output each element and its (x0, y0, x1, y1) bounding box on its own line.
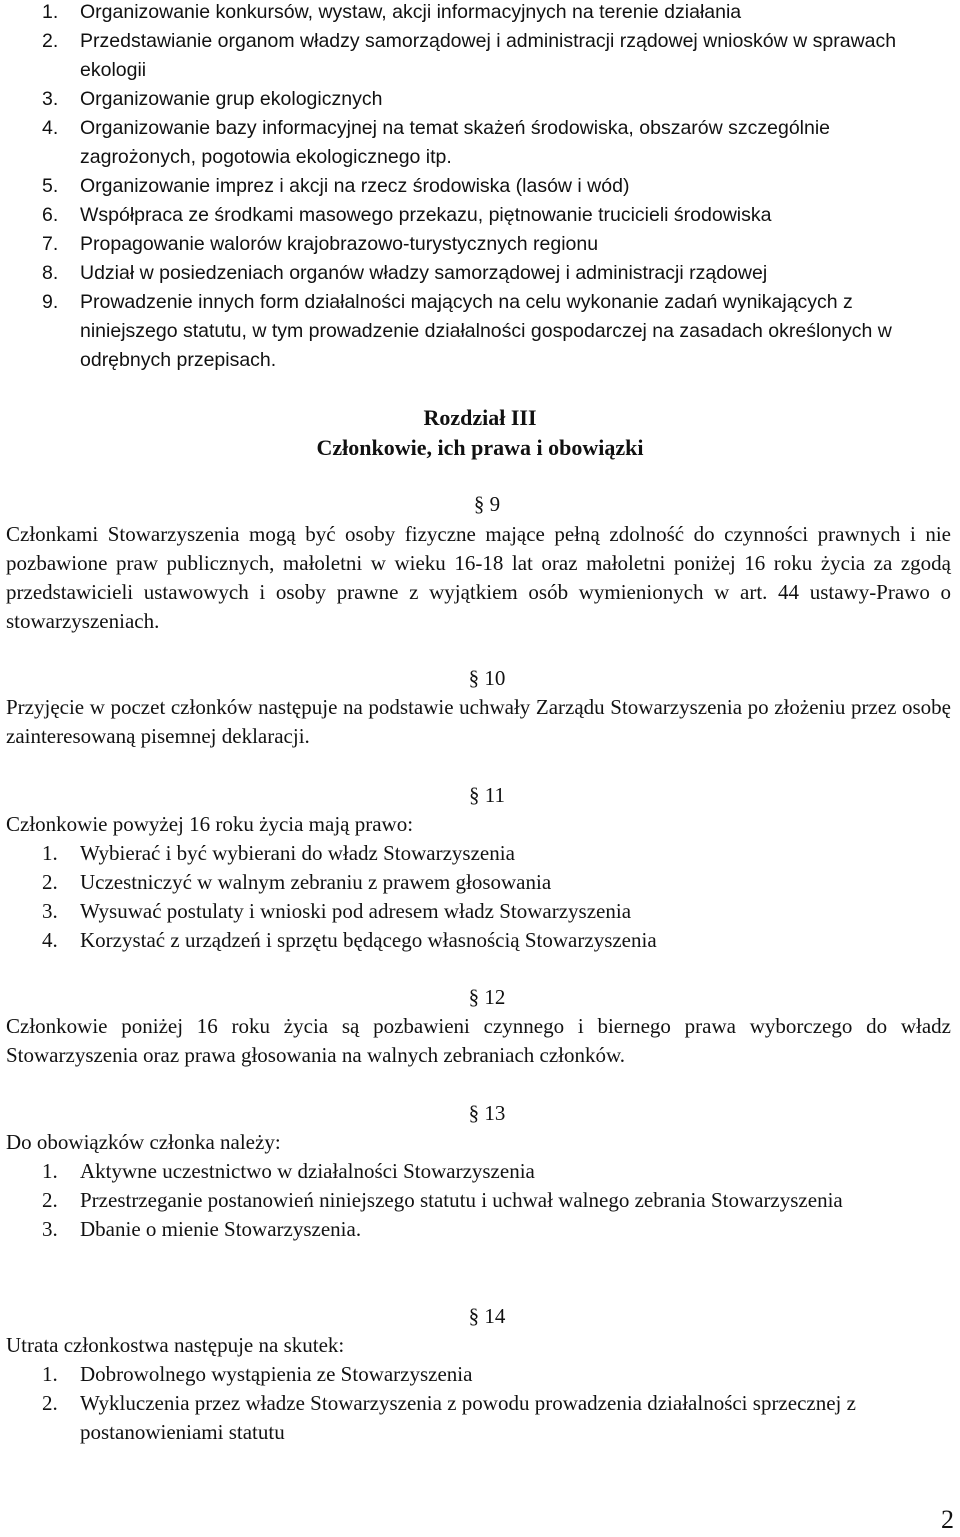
section-heading: § 11 (469, 783, 505, 807)
section-paragraph: Członkowie poniżej 16 roku życia są pozbawieni czynnego i biernego prawa wyborczego do władz Stowarzyszenia oraz prawa głosowania na walnych zebraniach członków. (6, 1014, 951, 1067)
section-heading: § 9 (473, 492, 501, 516)
section-intro: Do obowiązków członka należy: (6, 1130, 281, 1154)
chapter-subtitle: Członkowie, ich prawa i obowiązki (316, 435, 644, 460)
list-item: 1. Dobrowolnego wystąpienia ze Stowarzyszenia (42, 1362, 473, 1386)
duties-list (0, 1157, 955, 1244)
list-item: 2. Wykluczenia przez władze Stowarzyszenia z powodu prowadzenia działalności sprzecznej z postanowieniami statutu (42, 1391, 856, 1444)
chapter-title: Rozdział III (423, 405, 537, 430)
list-item: 1. Wybierać i być wybierani do władz Stowarzyszenia (42, 841, 515, 865)
list-item: 2. Przedstawianie organom władzy samorządowej i administracji rządowej wniosków w sprawach ekologii (42, 30, 897, 81)
section-paragraph: Przyjęcie w poczet członków następuje na podstawie uchwały Zarządu Stowarzyszenia po złożeniu przez osobę zainteresowaną pisemnej deklaracji. (6, 695, 951, 748)
section-heading: § 12 (468, 985, 506, 1009)
section-intro: Członkowie powyżej 16 roku życia mają prawo: (6, 812, 414, 836)
goals-list (0, 0, 955, 375)
list-item: 1. Organizowanie konkursów, wystaw, akcji informacyjnych na terenie działania (42, 1, 742, 23)
page-number: 2 (941, 1505, 954, 1534)
list-item: 2. Przestrzeganie postanowień niniejszego statutu i uchwał walnego zebrania Stowarzyszenia (42, 1188, 843, 1212)
list-item: 2. Uczestniczyć w walnym zebraniu z prawem głosowania (42, 870, 552, 894)
list-item: 6. Współpraca ze środkami masowego przekazu, piętnowanie trucicieli środowiska (42, 204, 772, 226)
section-heading: § 13 (468, 1101, 506, 1125)
list-item: 9. Prowadzenie innych form działalności mających na celu wykonanie zadań wynikających z niniejszego statutu, w tym prowadzenie działalności gospodarczej na zasadach określonych w odrębnych przepisach. (42, 291, 892, 371)
list-item: 3. Wysuwać postulaty i wnioski pod adresem władz Stowarzyszenia (42, 899, 632, 923)
section-paragraph: Członkami Stowarzyszenia mogą być osoby fizyczne mające pełną zdolność do czynności prawnych i nie pozbawione praw publicznych, małoletni w wieku 16-18 lat oraz małoletni poniżej 16 roku życia za zgodą przedstawicieli ustawowych i osoby prawne z wyjątkiem osób wymienionych w art. 44 ustawy-Prawo o stowarzyszeniach. (6, 522, 951, 633)
section-heading: § 14 (468, 1304, 506, 1328)
section-heading: § 10 (468, 666, 506, 690)
list-item: 4. Organizowanie bazy informacyjnej na temat skażeń środowiska, obszarów szczególnie zagrożonych, pogotowia ekologicznego itp. (42, 117, 831, 168)
list-item: 7. Propagowanie walorów krajobrazowo-turystycznych regionu (42, 233, 599, 255)
membership-loss-list (0, 1360, 955, 1447)
list-item: 5. Organizowanie imprez i akcji na rzecz środowiska (lasów i wód) (42, 175, 630, 197)
list-item: 8. Udział w posiedzeniach organów władzy samorządowej i administracji rządowej (42, 262, 768, 284)
list-item: 3. Organizowanie grup ekologicznych (42, 88, 383, 110)
section-intro: Utrata członkostwa następuje na skutek: (6, 1333, 345, 1357)
list-item: 3. Dbanie o mienie Stowarzyszenia. (42, 1217, 362, 1241)
list-item: 1. Aktywne uczestnictwo w działalności Stowarzyszenia (42, 1159, 535, 1183)
rights-list (0, 839, 955, 955)
list-item: 4. Korzystać z urządzeń i sprzętu będącego własnością Stowarzyszenia (42, 928, 657, 952)
